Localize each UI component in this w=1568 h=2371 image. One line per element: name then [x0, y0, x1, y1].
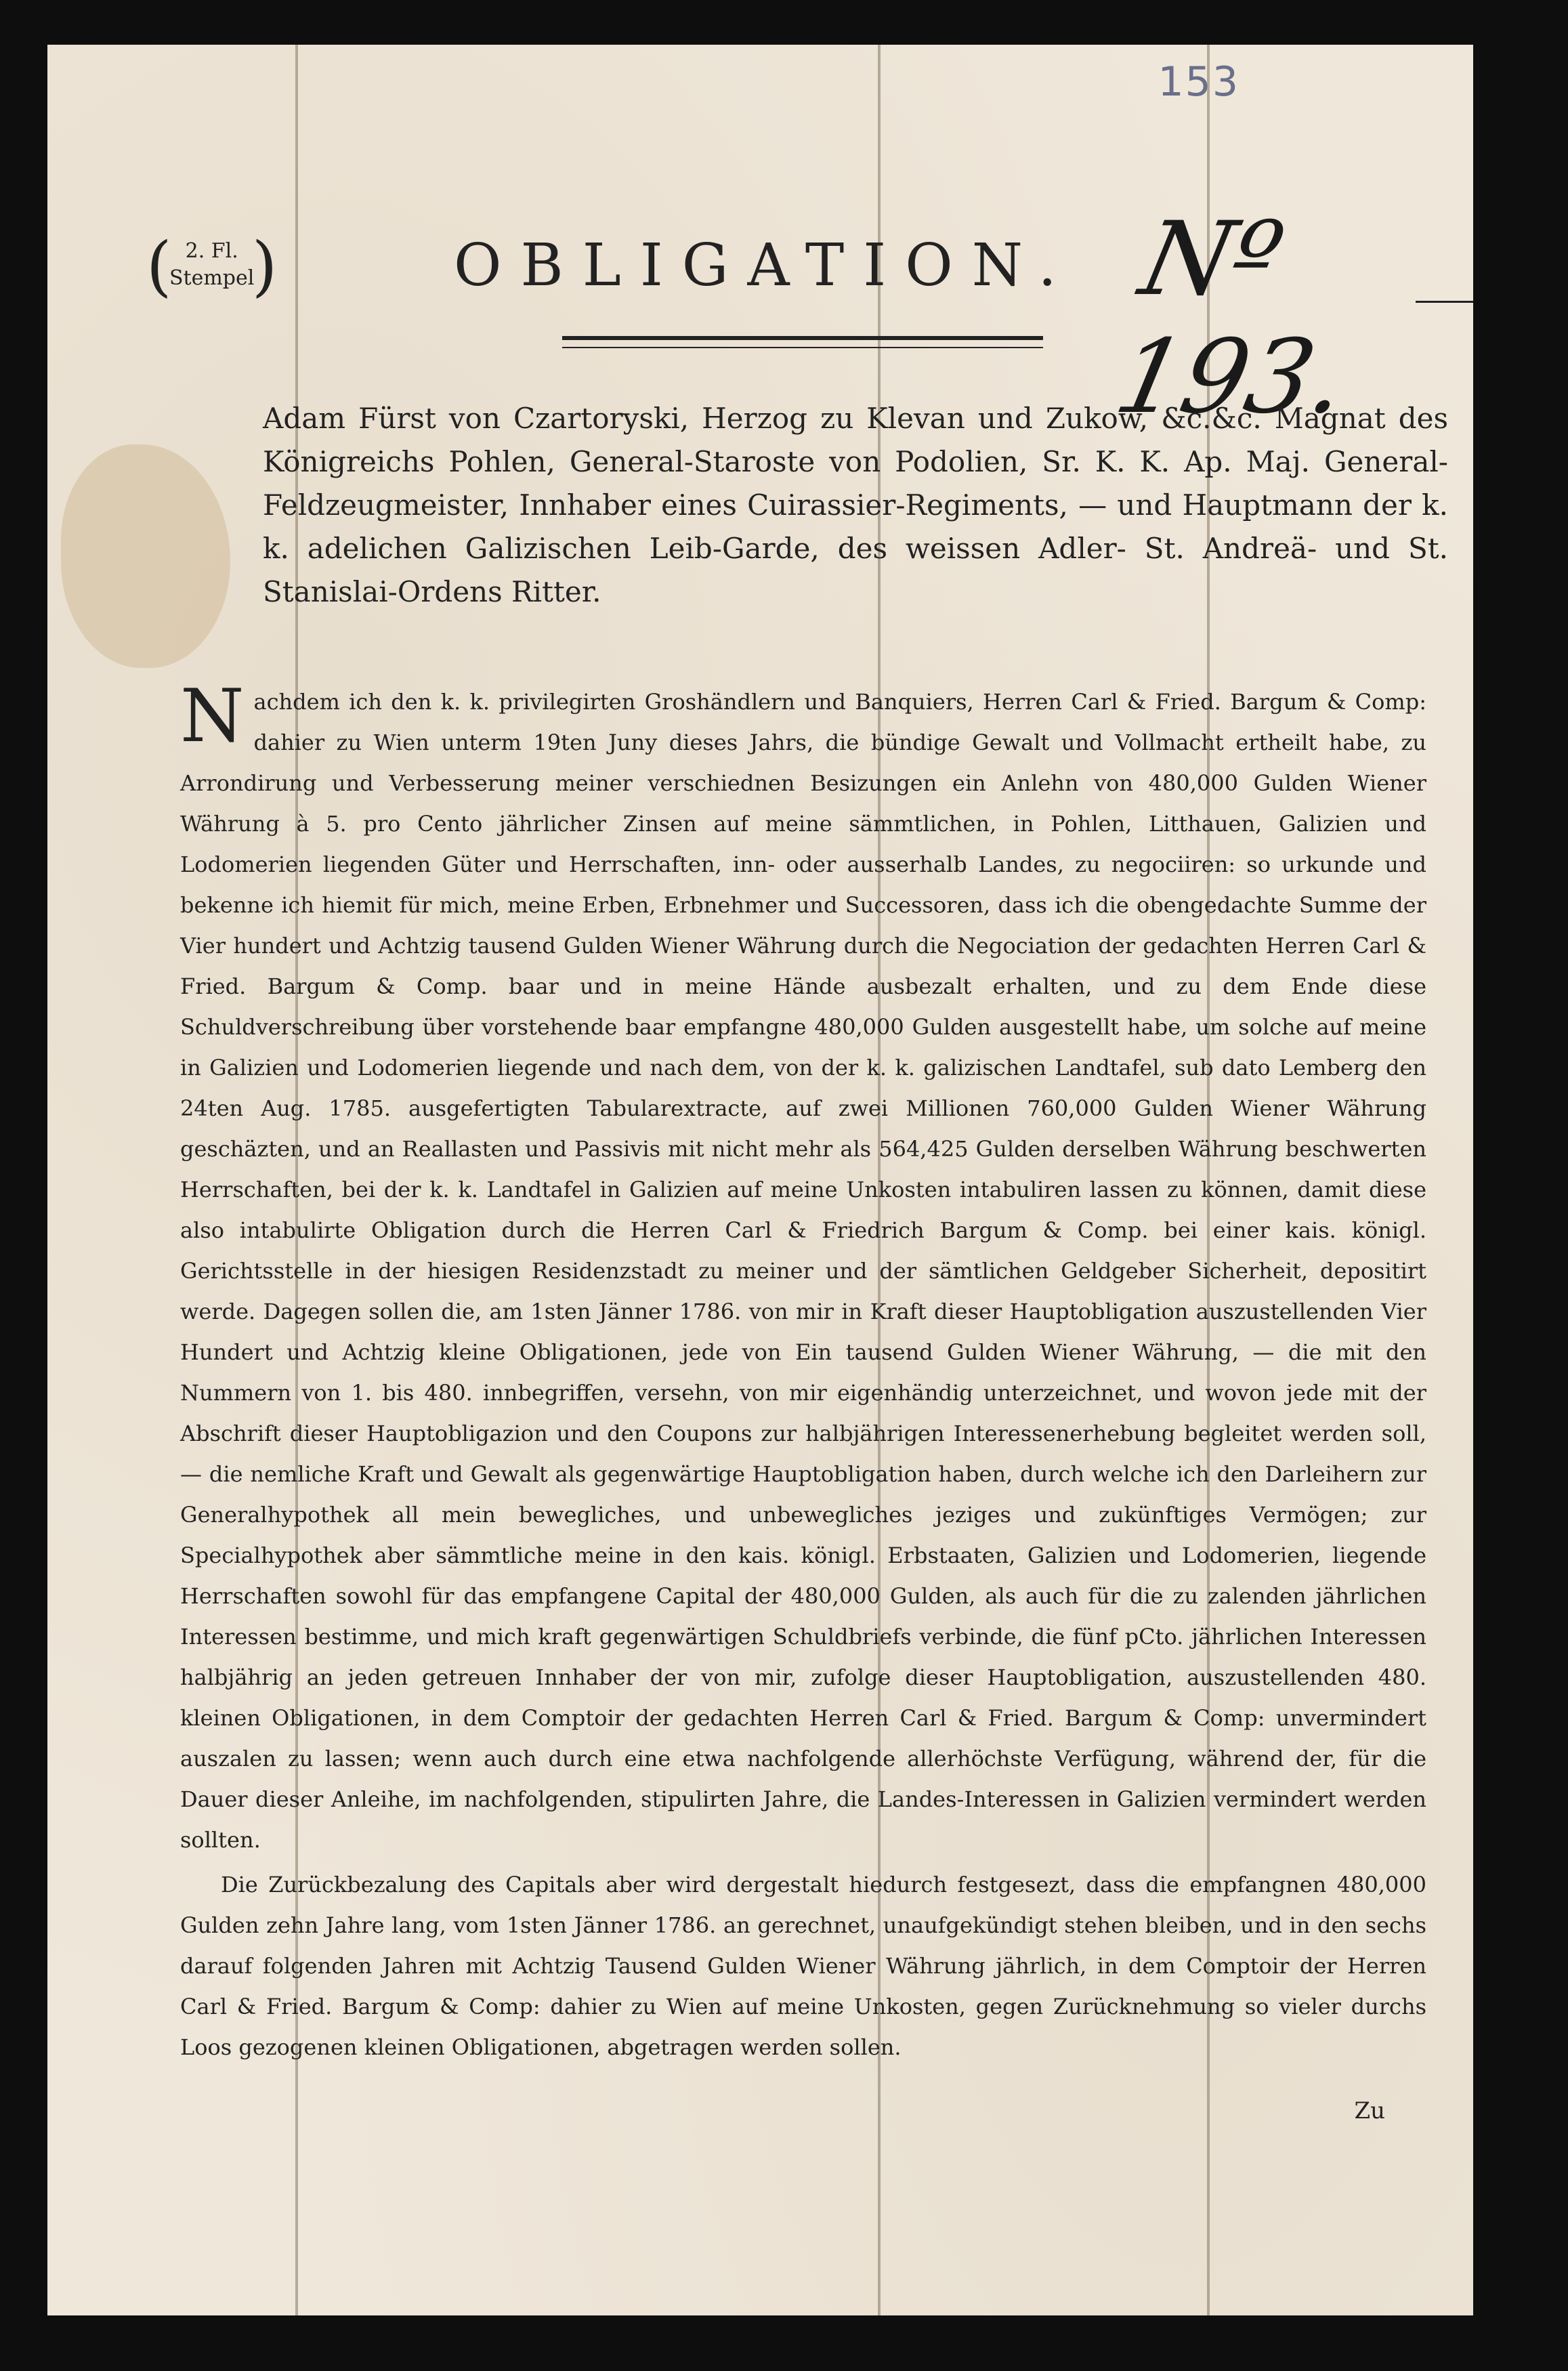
water-stain [61, 444, 230, 668]
handwritten-underline [1416, 301, 1473, 303]
drop-cap: N [180, 674, 245, 759]
stamp-value: 2. Fl. [185, 239, 238, 263]
open-paren-glyph: ( [146, 228, 172, 304]
close-paren-glyph: ) [251, 228, 278, 304]
handwritten-number: Nº 193. [1106, 201, 1357, 436]
document-page [47, 45, 1473, 2315]
paragraph-1-text: achdem ich den k. k. privilegirten Groshändlern und Banquiers, Herren Carl & Fried. Bargum & Comp: dahier zu Wien unterm 19ten Juny dieses Jahrs, die bündige Gewalt und Vollmacht ertheilt habe, zu Arrondirung und Verbesserung meiner verschiednen Besizungen ein Anlehn von 480,000 Gulden Wiener Währung à 5. pro Cento jährlicher Zinsen auf meine sämmtlichen, in Pohlen, Litthauen, Galizien und Lodomerien liegenden Güter und Herrschaften, inn- oder ausserhalb Landes, zu negociiren: so urkunde und bekenne ich hiemit für mich, meine Erben, Erbnehmer und Successoren, dass ich die obengedachte Summe der Vier hundert und Achtzig tausend Gulden Wiener Währung durch die Negociation der gedachten Herren Carl & Fried. Bargum & Comp. baar und in meine Hände ausbezalt erhalten, und zu dem Ende diese Schuldverschreibung über vorstehende baar empfangne 480,000 Gulden ausgestellt habe, um solche auf meine in Galizien und Lodomerien liegende und nach dem, von der k. k. galizischen Landtafel, sub dato Lemberg den 24ten Aug. 1785. ausgefertigten Tabularextracte, auf zwei Millionen 760,000 Gulden Wiener Währung geschäzten, und an Reallasten und Passivis mit nicht mehr als 564,425 Gulden derselben Währung beschwerten Herrschaften, bei der k. k. Landtafel in Galizien auf meine Unkosten intabuliren lassen zu können, damit diese also intabulirte Obligation durch die Herren Carl & Friedrich Bargum & Comp. bei einer kais. königl. Gerichtsstelle in der hiesigen Residenzstadt zu meiner und der sämtlichen Geldgeber Sicherheit, depositirt werde. Dagegen sollen die, am 1sten Jänner 1786. von mir in Kraft dieser Hauptobligation auszustellenden Vier Hundert und Achtzig kleine Obligationen, jede von Ein tausend Gulden Wiener Währung, — die mit den Nummern von 1. bis 480. innbegriffen, versehn, von mir eigenhändig unterzeichnet, und wovon jede mit der Abschrift dieser Hauptobligazion und den Coupons zur halbjährigen Interessenerhebung begleitet werden soll, — die nemliche Kraft und Gewalt als gegenwärtige Hauptobligation haben, durch welche ich den Darleihern zur Generalhypothek all mein bewegliches, und unbewegliches jeziges und zukünftiges Vermögen; zur Specialhypothek aber sämmtliche meine in den kais. königl. Erbstaaten, Galizien und Lodomerien, liegende Herrschaften sowohl für das empfangene Capital der 480,000 Gulden, als auch für die zu zalenden jährlichen Interessen bestimme, und mich kraft gegenwärtigen Schuldbriefs verbinde, die fünf pCto. jährlichen Interessen halbjährig an jeden getreuen Innhaber der von mir, zufolge dieser Hauptobligation, auszustellenden 480. kleinen Obligationen, in dem Comptoir der gedachten Herren Carl & Fried. Bargum & Comp: unvermindert auszalen zu lassen; wenn auch durch eine etwa nachfolgende allerhöchste Verfügung, während der, für die Dauer dieser Anleihe, im nachfolgenden, stipulirten Jahre, die Landes-Interessen in Galizien vermindert werden sollten. [180, 689, 1426, 1853]
document-title: OBLIGATION. [454, 232, 1076, 299]
document-body [180, 674, 1426, 2072]
archive-number: 153 [1158, 58, 1239, 106]
issuer-heading: Adam Fürst von Czartoryski, Herzog zu Klevan und Zukow, &c.&c. Magnat des Königreichs Pohlen, General-Staroste von Podolien, Sr. K. K. Ap. Maj. General-Feldzeugmeister, Innhaber eines Cuirassier-Regiments, — und Hauptmann der k. k. adelichen Galizischen Leib-Garde, des weissen Adler- St. Andreä- und St. Stanislai-Ordens Ritter. [263, 402, 1448, 608]
stamp-label: Stempel [169, 266, 255, 290]
title-rule [562, 336, 1043, 348]
paragraph-2: Die Zurückbezalung des Capitals aber wird dergestalt hiedurch festgesezt, dass die empfangnen 480,000 Gulden zehn Jahre lang, vom 1sten Jänner 1786. an gerechnet, unaufgekündigt stehen bleiben, und in den sechs darauf folgenden Jahren mit Achtzig Tausend Gulden Wiener Währung jährlich, in dem Comptoir der Herren Carl & Fried. Bargum & Comp: dahier zu Wien auf meine Unkosten, gegen Zurücknehmung so vieler durchs Loos gezogenen kleinen Obligationen, abgetragen werden sollen. [180, 1872, 1426, 2060]
catchword: Zu [1354, 2097, 1385, 2124]
tax-stamp-note [146, 228, 278, 304]
paragraph-1 [180, 674, 1426, 1860]
